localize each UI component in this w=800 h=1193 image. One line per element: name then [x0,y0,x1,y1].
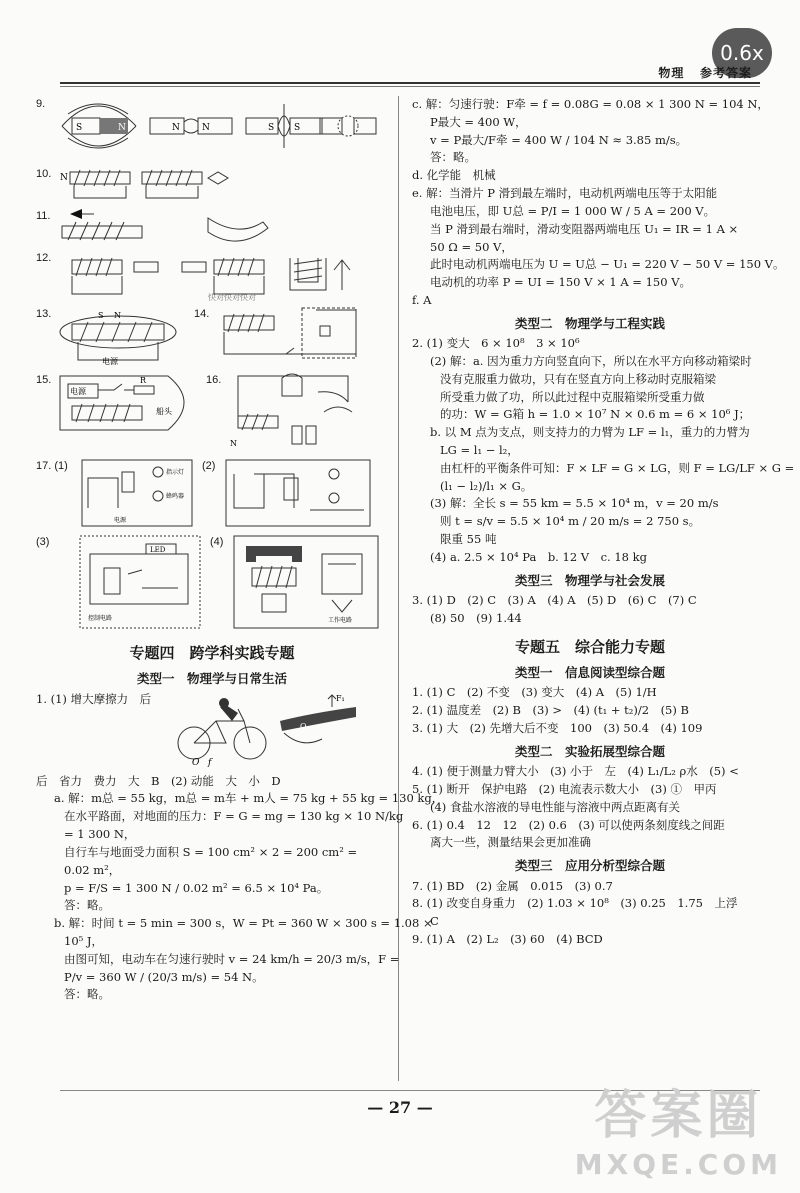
section-4-type-2-title: 类型二 物理学与工程实践 [514,315,665,331]
answer-line: 5. (1) 断开 保护电路 (2) 电流表示数大小 (3) ① 甲丙 [412,781,717,796]
section-5-type-2-title: 类型二 实验拓展型综合题 [514,743,665,759]
q9-n2: N [172,123,180,133]
answer-line: 离大一些，测量结果会更加准确 [430,835,591,850]
answer-line: (4) 食盐水溶液的导电性能与溶液中两点距离有关 [430,799,680,814]
q16-label: 16. [206,374,222,386]
bike-f: f [208,757,212,767]
section-5-type-3-title: 类型三 应用分析型综合题 [514,858,665,874]
answer-line: (4) a. 2.5 × 10⁴ Pa b. 12 V c. 18 kg [430,549,647,564]
alarm-circuit-q17-1 [78,458,196,530]
section-4-type-1-title: 类型一 物理学与日常生活 [136,671,287,687]
bike-o: O [192,757,200,767]
alarm-circuit-q17-2 [224,458,374,530]
relay-circuit-q14 [216,306,366,368]
figure-q15-q16 [36,372,388,458]
answer-line: 的功：W = G箱 h = 1.0 × 10⁷ N × 0.6 m = 6 × 10⁶ J； [440,407,751,422]
header-rule-thin [60,86,760,87]
answer-line: (2) 解：a. 因为重力方向竖直向下，所以在水平方向移动箱梁时 [430,353,752,368]
answer-line: 9. (1) A (2) L₂ (3) 60 (4) BCD [412,932,603,946]
q12-note: 快对快对快对 [208,293,256,302]
figure-q10 [36,166,388,208]
brake-lever-figure [272,691,362,767]
answer-line: C [430,914,439,929]
answer-line: e. 解：当滑片 P 滑到最左端时，电动机两端电压等于太阳能 [412,186,718,201]
q1-row [36,691,388,771]
section-5-title: 专题五 综合能力专题 [514,637,665,656]
header-label: 参考答案 [699,66,752,80]
q15-battery: 电源 [70,387,86,396]
electromagnet-device-q17-4 [232,534,382,630]
answer-line: 电动机的功率 P = UI = 150 V × 1 A = 150 V。 [430,275,692,290]
answer-line: 答：略。 [64,898,110,913]
answer-line: 1. (1) C (2) 不变 (3) 变大 (4) A (5) 1/H [412,685,657,700]
answer-line: 电池电压，即 U总 = P/I = 1 000 W / 5 A = 200 V。 [430,203,716,218]
column-divider [398,96,399,1081]
answer-line: (8) 50 (9) 1.44 [430,610,522,625]
answer-line: 由图可知，电动车在匀速行驶时 v = 24 km/h = 20/3 m/s，F = [64,951,400,966]
answer-line: 在水平路面，对地面的压力：F = G = mg = 130 kg × 10 N/kg [64,809,404,824]
magnet-field-diagrams [58,96,378,162]
answer-line: 3. (1) 大 (2) 先增大后不变 100 (3) 50.4 (4) 109 [412,720,703,735]
figure-q17-b [36,534,388,634]
figure-q11 [36,208,388,250]
boat-circuit-q15 [58,372,202,454]
answer-line: 2. (1) 变大 6 × 10⁸ 3 × 10⁶ [412,336,580,351]
answer-line: 没有克服重力做功，只有在竖直方向上移动时克服箱梁 [440,371,716,386]
answer-line: 4. (1) 便于测量力臂大小 (3) 小于 左 (4) L₁/L₂ ρ水 (5) < [412,764,739,779]
answer-line: 50 Ω = 50 V， [430,239,513,254]
answer-line: 10⁵ J， [64,933,104,948]
page-header [658,64,752,81]
q10-n: N [60,173,68,183]
q9-label: 9. [36,98,46,110]
answer-line: (3) 解：全长 s = 55 km = 5.5 × 10⁴ m，v = 20 m/s [430,496,719,511]
q12-label: 12. [36,252,52,264]
q16-n: N [230,439,237,448]
figure-q9 [36,96,388,166]
electromagnet-diagrams-q12 [58,250,378,304]
page-number: — 27 — [367,1098,433,1117]
ring-solenoid-q13 [58,306,188,368]
watermark [575,1073,782,1181]
answer-line: 当 P 滑到最右端时，滑动变阻器两端电压 U₁ = IR = 1 A × [430,221,739,236]
q17-text-1: 指示灯 [166,469,185,476]
q14-label: 14. [194,308,210,320]
answer-line: 2. (1) 温度差 (2) B (3) > (4) (t₁ + t₂)/2 (5) B [412,703,689,718]
q15-r: R [140,376,147,385]
q10-label: 10. [36,168,52,180]
q9-s: S [76,123,83,133]
q15-boat: 船头 [156,407,172,416]
figure-q17-a [36,458,388,534]
led-circuit-q17-3 [78,534,202,630]
answer-line: 后 省力 费力 大 B (2) 动能 大 小 D [36,773,281,788]
answer-line: 8. (1) 改变自身重力 (2) 1.03 × 10⁸ (3) 0.25 1.75 上浮 [412,896,738,911]
q9-n3: N [202,123,210,133]
answer-line: c. 解：匀速行驶：F牵 = f = 0.08G = 0.08 × 1 300 N = 104 N， [412,97,769,111]
answer-line: v = P最大/F牵 = 400 W / 104 N ≈ 3.85 m/s。 [430,132,688,147]
answer-line: 7. (1) BD (2) 金属 0.015 (3) 0.7 [412,878,613,893]
answer-line: 答：略。 [64,987,110,1002]
q17-2-label: (2) [202,460,216,472]
watermark-url: MXQE.COM [574,1148,782,1181]
answer-line: 3. (1) D (2) C (3) A (4) A (5) D (6) C (7) C [412,593,697,608]
q13-n: N [114,311,121,320]
answer-line: f. A [412,292,432,307]
answer-line: 自行车与地面受力面积 S = 100 cm² × 2 = 200 cm² = [64,844,358,859]
answer-line: p = F/S = 1 300 N / 0.02 m² = 6.5 × 10⁴ Pa。 [64,880,329,895]
section-5-type-1-title: 类型一 信息阅读型综合题 [514,664,665,680]
q17-text-2: 蜂鸣器 [166,493,185,500]
answer-line: b. 以 M 点为支点，则支持力的力臂为 LF = l₁，重力的力臂为 [430,425,750,440]
watermark-title: 答案圈 [594,1086,763,1146]
q15-label: 15. [36,374,52,386]
q1-line1: 1. (1) 增大摩擦力 后 [36,691,152,706]
solenoid-diagram-q11 [58,208,378,248]
q9-n: N [118,123,126,133]
answer-line: LG = l₁ − l₂， [440,443,519,457]
solenoid-diagrams-q10 [58,166,378,206]
answer-line: (l₁ − l₂)/l₁ × G。 [440,478,533,493]
answer-line: 所受重力做了功，所以此过程中克服箱梁所受重力做 [440,389,705,404]
answer-line: d. 化学能 机械 [412,168,496,183]
header-subject: 物理 [658,66,685,80]
answer-line: P最大 = 400 W， [430,114,527,129]
answer-line: b. 解：时间 t = 5 min = 300 s，W = Pt = 360 W × 300 s = 1.08 × [54,916,433,931]
answer-line: P/v = 360 W / (20/3 m/s) = 54 N。 [64,969,264,984]
section-4-type-3-title: 类型三 物理学与社会发展 [514,572,665,588]
answer-line: 由杠杆的平衡条件可知：F × LF = G × LG，则 F = LG/LF × G = [440,460,795,475]
q13-label: 13. [36,308,52,320]
answer-line: 0.02 m²， [64,862,121,877]
q17-text-3: 控制电路 [88,615,113,622]
answer-line: a. 解：m总 = 55 kg，m总 = m车 + m人 = 75 kg + 55 kg = 130 kg， [54,791,444,806]
q11-label: 11. [36,210,51,222]
q17-led: LED [150,546,166,554]
answer-line: 此时电动机两端电压为 U = U总 − U₁ = 220 V − 50 V = 150 V。 [430,257,785,272]
q9-s2: S [268,123,275,133]
figure-q12 [36,250,388,306]
answer-line: 答：略。 [430,150,476,165]
answer-line: 则 t = s/v = 5.5 × 10⁴ m / 20 m/s = 2 750 s。 [440,514,701,529]
q17-text-4: 工作电路 [328,617,353,624]
answer-line: = 1 300 N， [64,827,136,842]
q17-1-label: 17. (1) [36,460,68,472]
q13-battery: 电源 [102,357,118,366]
bicycle-figure [172,691,272,767]
electromagnet-circuit-q16 [228,372,378,454]
q17-4-label: (4) [210,536,224,548]
right-column [412,96,795,949]
figure-q13-q14 [36,306,388,372]
answer-line: 6. (1) 0.4 12 12 (2) 0.6 (3) 可以使两条刻度线之间距 [412,817,725,832]
q13-s: S [98,311,104,320]
header-rule [60,82,760,84]
section-4-title: 专题四 跨学科实践专题 [129,644,295,662]
lever-o: O [300,721,307,731]
answer-line: 限重 55 吨 [440,532,497,547]
lever-f1: F₁ [336,693,345,703]
q17-3-label: (3) [36,536,50,548]
q17-text-0: 电源 [114,517,127,524]
zoom-badge[interactable]: 0.6x [712,28,772,78]
q9-s3: S [294,123,301,133]
